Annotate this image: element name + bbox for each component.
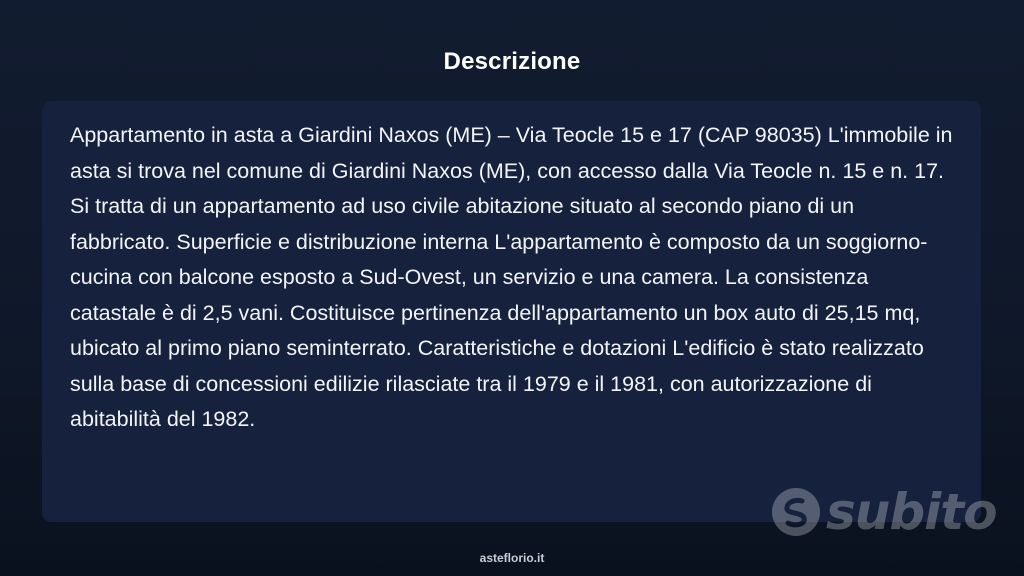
subito-logo-icon (772, 488, 820, 536)
page-title: Descrizione (443, 48, 581, 75)
description-card (42, 101, 981, 522)
description-text: Appartamento in asta a Giardini Naxos (ME) – Via Teocle 15 e 17 (CAP 98035) L'immobile in asta si trova nel comune di Giardini Naxos (ME), con accesso dalla Via Teocle n. 15 e n. 17. Si tratta di un appartamento ad uso civile abitazione situato al secondo piano di un fabbricato. Superficie e distribuzione interna L'appartamento è composto da un soggiorno-cucina con balcone esposto a Sud-Ovest, un servizio e una camera. La consistenza catastale è di 2,5 vani. Costituisce pertinenza dell'appartamento un box auto di 25,15 mq, ubicato al primo piano seminterrato. Caratteristiche e dotazioni L'edificio è stato realizzato sulla base di concessioni edilizie rilasciate tra il 1979 e il 1981, con autorizzazione di abitabilità del 1982. (70, 123, 953, 431)
footer-site-label: asteflorio.it (479, 551, 545, 565)
subito-logo-text: subito (826, 483, 997, 541)
subito-watermark (772, 483, 997, 541)
